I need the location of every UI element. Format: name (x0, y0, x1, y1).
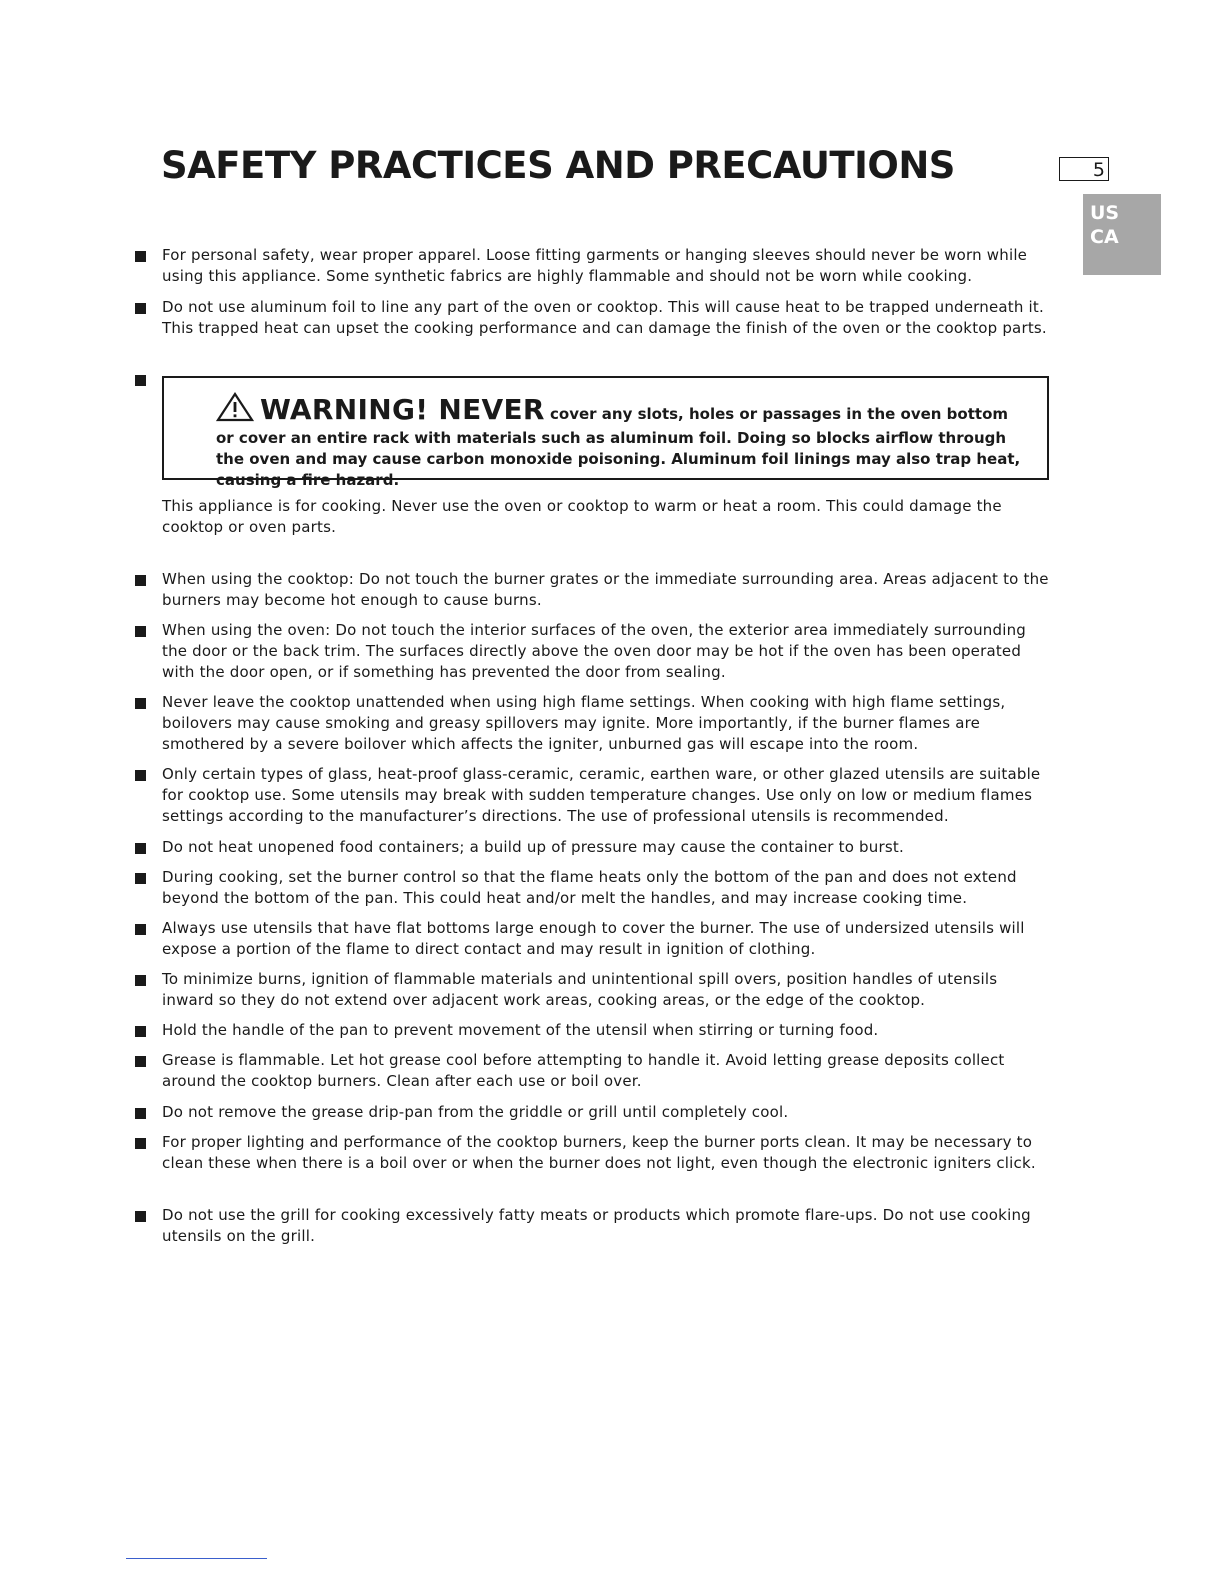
bullet-square-icon (135, 1026, 146, 1037)
item-text: To minimize burns, ignition of flammable materials and unintentional spill overs, position handles of utensils inward so they do not extend over adjacent work areas, cooking areas, or the edge of the cooktop. (162, 970, 998, 1009)
item-text: Do not remove the grease drip-pan from the griddle or grill until completely cool. (162, 1103, 789, 1121)
list-item (162, 245, 1052, 287)
list-item (162, 867, 1052, 909)
list-item (162, 620, 1052, 683)
footer-rule (126, 1558, 267, 1559)
page-number: 5 (1059, 157, 1109, 181)
item-text: Always use utensils that have flat bottoms large enough to cover the burner. The use of undersized utensils will expose a portion of the flame to direct contact and may result in ignition of clothing. (162, 919, 1025, 958)
item-text: Never leave the cooktop unattended when using high flame settings. When cooking with high flame settings, boilovers may cause smoking and greasy spillovers may ignite. More importantly, if the burner flames are smothered by a severe boilover which affects the igniter, unburned gas will escape into the room. (162, 693, 1006, 753)
list-item (162, 692, 1052, 755)
list-item (162, 1132, 1052, 1174)
page-title: SAFETY PRACTICES AND PRECAUTIONS (161, 144, 955, 187)
bullet-square-icon (135, 251, 146, 262)
list-item (162, 764, 1052, 827)
bullet-square-icon (135, 975, 146, 986)
bullet-square-icon (135, 575, 146, 586)
bullet-square-icon (135, 873, 146, 884)
item-text: Hold the handle of the pan to prevent movement of the utensil when stirring or turning food. (162, 1021, 879, 1039)
list-item (162, 1205, 1052, 1247)
item-text: Do not heat unopened food containers; a build up of pressure may cause the container to burst. (162, 838, 904, 856)
item-text: Only certain types of glass, heat-proof glass-ceramic, ceramic, earthen ware, or other glazed utensils are suitable for cooktop use. Some utensils may break with sudden temperature changes. Use only on low or medium flames settings according to the manufacturer’s directions. The use of professional utensils is recommended. (162, 765, 1041, 825)
list-item (162, 837, 1052, 858)
item-text: Do not use aluminum foil to line any part of the oven or cooktop. This will cause heat to be trapped underneath it. This trapped heat can upset the cooking performance and can damage the finish of the oven or the cooktop parts. (162, 298, 1047, 337)
bullet-square-icon (135, 698, 146, 709)
item-text: Grease is flammable. Let hot grease cool before attempting to handle it. Avoid letting grease deposits collect around the cooktop burners. Clean after each use or boil over. (162, 1051, 1005, 1090)
list-item (162, 1050, 1052, 1092)
warning-heading: WARNING! NEVER (260, 393, 545, 426)
item-text: When using the oven: Do not touch the interior surfaces of the oven, the exterior area immediately surrounding the door or the back trim. The surfaces directly above the oven door may be hot if the oven has been operated with the door open, or if something has prevented the door from sealing. (162, 621, 1027, 681)
appliance-note: This appliance is for cooking. Never use the oven or cooktop to warm or heat a room. This could damage the cooktop or oven parts. (162, 497, 1002, 536)
bullet-square-icon (135, 303, 146, 314)
item-text: For proper lighting and performance of the cooktop burners, keep the burner ports clean. It may be necessary to clean these when there is a boil over or when the burner does not light, even though the electronic igniters click. (162, 1133, 1036, 1172)
bullet-square-icon (135, 626, 146, 637)
item-text: When using the cooktop: Do not touch the burner grates or the immediate surrounding area. Areas adjacent to the burners may become hot enough to cause burns. (162, 570, 1049, 609)
list-item (162, 918, 1052, 960)
bullet-square-icon (135, 1108, 146, 1119)
region-ca: CA (1090, 226, 1119, 248)
warning-content (216, 392, 1026, 491)
bullet-square-icon (135, 843, 146, 854)
warning-triangle-icon (216, 392, 254, 428)
item-text: For personal safety, wear proper apparel. Loose fitting garments or hanging sleeves should never be worn while using this appliance. Some synthetic fabrics are highly flammable and should not be worn while cooking. (162, 246, 1028, 285)
item-text: During cooking, set the burner control so that the flame heats only the bottom of the pan and does not extend beyond the bottom of the pan. This could heat and/or melt the handles, and may increase cooking time. (162, 868, 1017, 907)
bullet-square-icon (135, 770, 146, 781)
warning-box (162, 376, 1049, 489)
region-tab (1083, 194, 1161, 275)
bullet-square-icon (135, 924, 146, 935)
list-item (162, 1020, 1052, 1041)
list-item (162, 969, 1052, 1011)
list-item (162, 297, 1052, 339)
bullet-square-icon (135, 1056, 146, 1067)
bullet-square-icon (135, 1138, 146, 1149)
bullet-square-icon (135, 1211, 146, 1222)
list-item (162, 569, 1052, 611)
warning-text: cover any slots, holes or passages in the oven bottom or cover an entire rack with materials such as aluminum foil. Doing so blocks airflow through the oven and may cause carbon monoxide poisoning. Aluminum foil linings may also trap heat, causing a fire hazard. (216, 405, 1021, 489)
bullet-square-icon (135, 375, 146, 386)
region-us: US (1090, 202, 1120, 224)
item-text: Do not use the grill for cooking excessively fatty meats or products which promote flare-ups. Do not use cooking utensils on the grill. (162, 1206, 1031, 1245)
list-item (162, 1102, 1052, 1123)
